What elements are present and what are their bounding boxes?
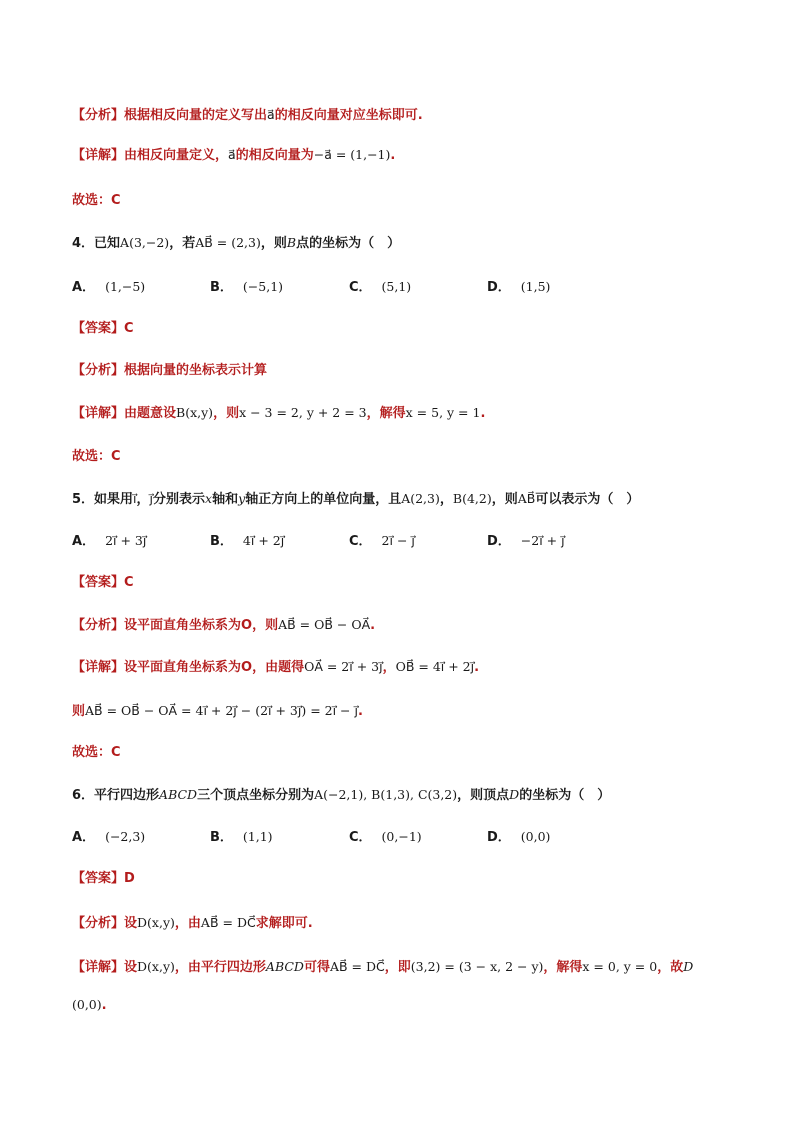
q6-stem: 6．平行四边形ABCD三个顶点坐标分别为A(−2,1), B(1,3), C(3,2)，则顶点D的坐标为（ ） [72, 787, 611, 803]
q5-analysis: 【分析】设平面直角坐标系为O，则AB⃗ = OB⃗ − OA⃗. [72, 617, 376, 633]
q5-option-d[interactable]: D． −2i⃗ + j⃗ [487, 533, 565, 549]
analysis-tag: 【分析】 [72, 108, 125, 123]
q5-option-a[interactable]: A． 2i⃗ + 3j⃗ [72, 533, 147, 549]
q5-detail-cont: 则AB⃗ = OB⃗ − OA⃗ = 4i⃗ + 2j⃗ − (2i⃗ + 3j⃗) = 2i⃗ − j⃗. [72, 703, 363, 719]
q3-analysis: 【分析】根据相反向量的定义写出a⃗的相反向量对应坐标即可. [72, 107, 423, 123]
q6-option-c[interactable]: C． (0,−1) [349, 829, 422, 845]
q5-answer: 【答案】C [72, 575, 134, 590]
q5-option-b[interactable]: B． 4i⃗ + 2j⃗ [210, 533, 285, 549]
q6-option-b[interactable]: B． (1,1) [210, 829, 273, 845]
q6-analysis: 【分析】设D(x,y)，由AB⃗ = DC⃗求解即可. [72, 915, 313, 931]
q6-detail-cont: (0,0). [72, 997, 107, 1013]
q4-stem: 4．已知A(3,−2)，若AB⃗ = (2,3)，则B点的坐标为（ ） [72, 235, 401, 251]
q4-option-b[interactable]: B． (−5,1) [210, 279, 284, 295]
q4-option-a[interactable]: A． (1,−5) [72, 279, 146, 295]
q4-option-d[interactable]: D． (1,5) [487, 279, 551, 295]
q6-detail: 【详解】设D(x,y)，由平行四边形ABCD可得AB⃗ = DC⃗，即(3,2) = (3 − x, 2 − y)，解得x = 0, y = 0，故D [72, 959, 694, 975]
q5-stem: 5．如果用i⃗，j⃗分别表示x轴和y轴正方向上的单位向量，且A(2,3)，B(4,2)，则AB⃗可以表示为（ ） [72, 491, 640, 507]
q3-choice: 故选：C [72, 193, 121, 208]
q4-option-c[interactable]: C． (5,1) [349, 279, 412, 295]
q4-answer: 【答案】C [72, 321, 134, 336]
q4-choice: 故选：C [72, 449, 121, 464]
q5-detail: 【详解】设平面直角坐标系为O，由题得OA⃗ = 2i⃗ + 3j⃗，OB⃗ = 4i⃗ + 2j⃗. [72, 659, 480, 675]
q4-analysis: 【分析】根据向量的坐标表示计算 [72, 363, 268, 378]
q3-detail: 【详解】由相反向量定义，a⃗的相反向量为−a⃗ = (1,−1). [72, 147, 396, 163]
q5-option-c[interactable]: C． 2i⃗ − j⃗ [349, 533, 415, 549]
q6-option-a[interactable]: A． (−2,3) [72, 829, 146, 845]
q5-choice: 故选：C [72, 745, 121, 760]
q6-answer: 【答案】D [72, 871, 135, 886]
detail-tag: 【详解】 [72, 148, 125, 163]
q6-option-d[interactable]: D． (0,0) [487, 829, 551, 845]
q4-detail: 【详解】由题意设B(x,y)，则x − 3 = 2, y + 2 = 3，解得x = 5, y = 1. [72, 405, 486, 421]
